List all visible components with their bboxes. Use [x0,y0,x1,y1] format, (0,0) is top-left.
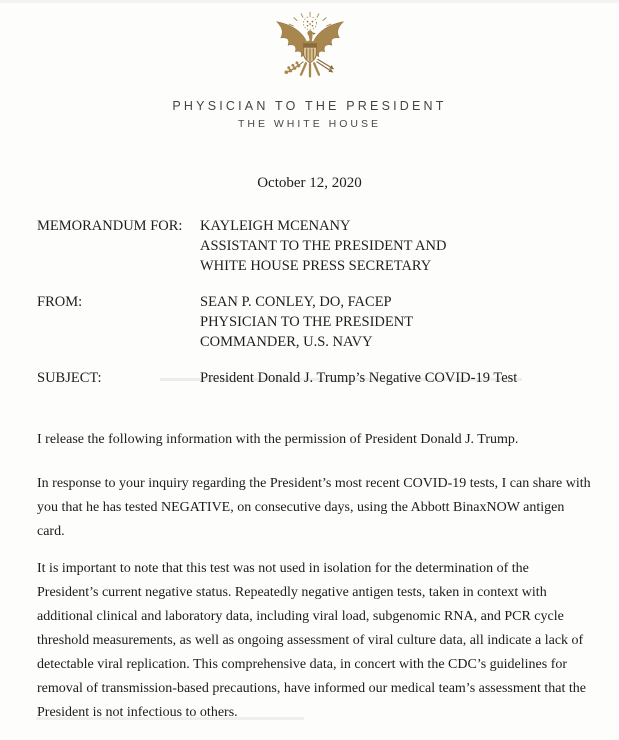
memo-field-line: COMMANDER, U.S. NAVY [200,334,373,350]
scan-artifact [0,0,619,3]
letterhead-subtitle: THE WHITE HOUSE [237,118,381,130]
body-paragraph: In response to your inquiry regarding the President’s most recent COVID-19 tests, I can share with you that he has tested NEGATIVE, on consecutive days, using the Abbott BinaxNOW antigen card. [37,476,591,539]
memo-field-value [200,368,591,388]
memo-field-label: MEMORANDUM FOR: [37,218,183,234]
memo-field-line: SEAN P. CONLEY, DO, FACEP [200,294,392,310]
body-paragraph: It is important to note that this test was not used in isolation for the determination of the President’s current negative status. Repeatedly negative antigen tests, taken in context with additional clinical and laboratory data, including viral load, subgenomic RNA, and PCR cycle threshold measurements, as well as ongoing assessment of viral culture data, all indicate a lack of detectable viral replication. This comprehensive data, in concert with the CDC’s guidelines for removal of transmission-based precautions, have informed our medical team’s assessment that the President is not infectious to others. [37,561,586,720]
memo-field-from [37,292,591,352]
memo-field-line: President Donald J. Trump’s Negative COVID-19 Test [200,370,518,386]
memo-field-label: FROM: [37,294,83,310]
memo-field-line: KAYLEIGH MCENANY [200,218,351,234]
memo-field-memorandum-for [37,216,591,276]
memo-field-label: SUBJECT: [37,370,102,386]
memo-header-block [37,216,591,404]
memo-field-value [200,292,591,352]
memo-field-line: ASSISTANT TO THE PRESIDENT AND [200,238,447,254]
body-paragraph: I release the following information with the permission of President Donald J. Trump. [37,432,519,447]
letterhead-title: PHYSICIAN TO THE PRESIDENT [172,99,447,113]
memo-field-subject [37,368,591,388]
memo-field-line: PHYSICIAN TO THE PRESIDENT [200,314,414,330]
memo-field-line: WHITE HOUSE PRESS SECRETARY [200,258,432,274]
memo-date: October 12, 2020 [257,175,362,191]
memo-field-value [200,216,591,276]
presidential-eagle-seal-icon [261,10,359,92]
memo-body [37,428,592,725]
